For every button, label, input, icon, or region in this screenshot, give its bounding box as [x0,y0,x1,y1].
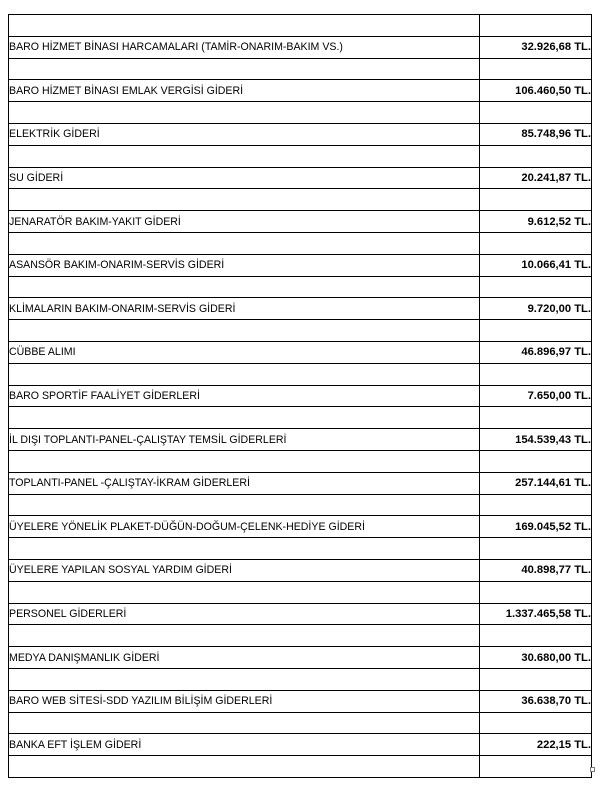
blank-cell [480,102,592,124]
expense-table-body [9,15,592,778]
blank-row [9,407,592,429]
expense-description: KLİMALARIN BAKIM-ONARIM-SERVİS GİDERİ [9,298,480,320]
expense-row [9,211,592,233]
expense-description: ÜYELERE YÖNELİK PLAKET-DÜĞÜN-DOĞUM-ÇELENK-HEDİYE GİDERİ [9,516,480,538]
blank-cell [9,450,480,472]
blank-cell [9,756,480,778]
expense-amount: 106.460,50 TL. [480,80,592,102]
blank-cell [9,189,480,211]
blank-cell [480,276,592,298]
expense-description: PERSONEL GİDERLERİ [9,603,480,625]
expense-description: ELEKTRİK GİDERİ [9,123,480,145]
blank-cell [480,625,592,647]
blank-row [9,668,592,690]
blank-row [9,102,592,124]
blank-row [9,189,592,211]
blank-row [9,450,592,472]
expense-row [9,559,592,581]
blank-cell [480,581,592,603]
expense-amount: 7.650,00 TL. [480,385,592,407]
blank-cell [9,363,480,385]
blank-row [9,363,592,385]
blank-cell [9,232,480,254]
blank-cell [9,581,480,603]
resize-handle[interactable] [590,767,595,772]
blank-row [9,538,592,560]
expense-amount: 154.539,43 TL. [480,429,592,451]
blank-row [9,15,592,37]
expense-amount: 9.720,00 TL. [480,298,592,320]
expense-row [9,647,592,669]
expense-amount: 30.680,00 TL. [480,647,592,669]
expense-amount: 32.926,68 TL. [480,36,592,58]
expense-amount: 10.066,41 TL. [480,254,592,276]
blank-row [9,58,592,80]
blank-cell [9,668,480,690]
expense-table [8,14,592,778]
blank-cell [480,538,592,560]
blank-cell [9,538,480,560]
expense-row [9,123,592,145]
expense-amount: 169.045,52 TL. [480,516,592,538]
expense-description: JENARATÖR BAKIM-YAKIT GİDERİ [9,211,480,233]
blank-row [9,712,592,734]
expense-description: ASANSÖR BAKIM-ONARIM-SERVİS GİDERİ [9,254,480,276]
expense-row [9,516,592,538]
blank-cell [480,145,592,167]
blank-cell [480,363,592,385]
expense-row [9,385,592,407]
blank-cell [480,58,592,80]
blank-cell [480,232,592,254]
blank-cell [480,407,592,429]
blank-cell [9,320,480,342]
expense-row [9,603,592,625]
blank-cell [9,15,480,37]
expense-amount: 40.898,77 TL. [480,559,592,581]
blank-cell [9,712,480,734]
blank-cell [9,145,480,167]
expense-row [9,80,592,102]
expense-row [9,734,592,756]
blank-cell [9,276,480,298]
blank-cell [9,494,480,516]
expense-row [9,36,592,58]
expense-row [9,167,592,189]
expense-description: CÜBBE ALIMI [9,341,480,363]
blank-cell [480,450,592,472]
blank-row [9,756,592,778]
expense-row [9,429,592,451]
expense-amount: 46.896,97 TL. [480,341,592,363]
blank-cell [9,625,480,647]
blank-row [9,494,592,516]
expense-description: BARO WEB SİTESİ-SDD YAZILIM BİLİŞİM GİDERLERİ [9,690,480,712]
blank-row [9,320,592,342]
expense-row [9,254,592,276]
blank-cell [9,58,480,80]
expense-row [9,298,592,320]
expense-row [9,472,592,494]
expense-amount: 85.748,96 TL. [480,123,592,145]
expense-row [9,690,592,712]
expense-amount: 36.638,70 TL. [480,690,592,712]
expense-description: SU GİDERİ [9,167,480,189]
blank-row [9,625,592,647]
expense-description: BARO HİZMET BİNASI EMLAK VERGİSİ GİDERİ [9,80,480,102]
blank-cell [9,102,480,124]
blank-cell [480,756,592,778]
expense-amount: 222,15 TL. [480,734,592,756]
expense-description: ÜYELERE YAPILAN SOSYAL YARDIM GİDERİ [9,559,480,581]
blank-row [9,276,592,298]
expense-description: İL DIŞI TOPLANTI-PANEL-ÇALIŞTAY TEMSİL GİDERLERİ [9,429,480,451]
expense-amount: 9.612,52 TL. [480,211,592,233]
blank-cell [480,189,592,211]
blank-row [9,232,592,254]
expense-amount: 1.337.465,58 TL. [480,603,592,625]
blank-cell [480,668,592,690]
blank-cell [480,494,592,516]
blank-row [9,145,592,167]
blank-row [9,581,592,603]
expense-description: BARO HİZMET BİNASI HARCAMALARI (TAMİR-ONARIM-BAKIM VS.) [9,36,480,58]
blank-cell [480,712,592,734]
expense-amount: 257.144,61 TL. [480,472,592,494]
expense-description: TOPLANTI-PANEL -ÇALIŞTAY-İKRAM GİDERLERİ [9,472,480,494]
expense-description: BARO SPORTİF FAALİYET GİDERLERİ [9,385,480,407]
expense-amount: 20.241,87 TL. [480,167,592,189]
blank-cell [480,320,592,342]
blank-cell [480,15,592,37]
expense-description: BANKA EFT İŞLEM GİDERİ [9,734,480,756]
expense-row [9,341,592,363]
blank-cell [9,407,480,429]
expense-description: MEDYA DANIŞMANLIK GİDERİ [9,647,480,669]
